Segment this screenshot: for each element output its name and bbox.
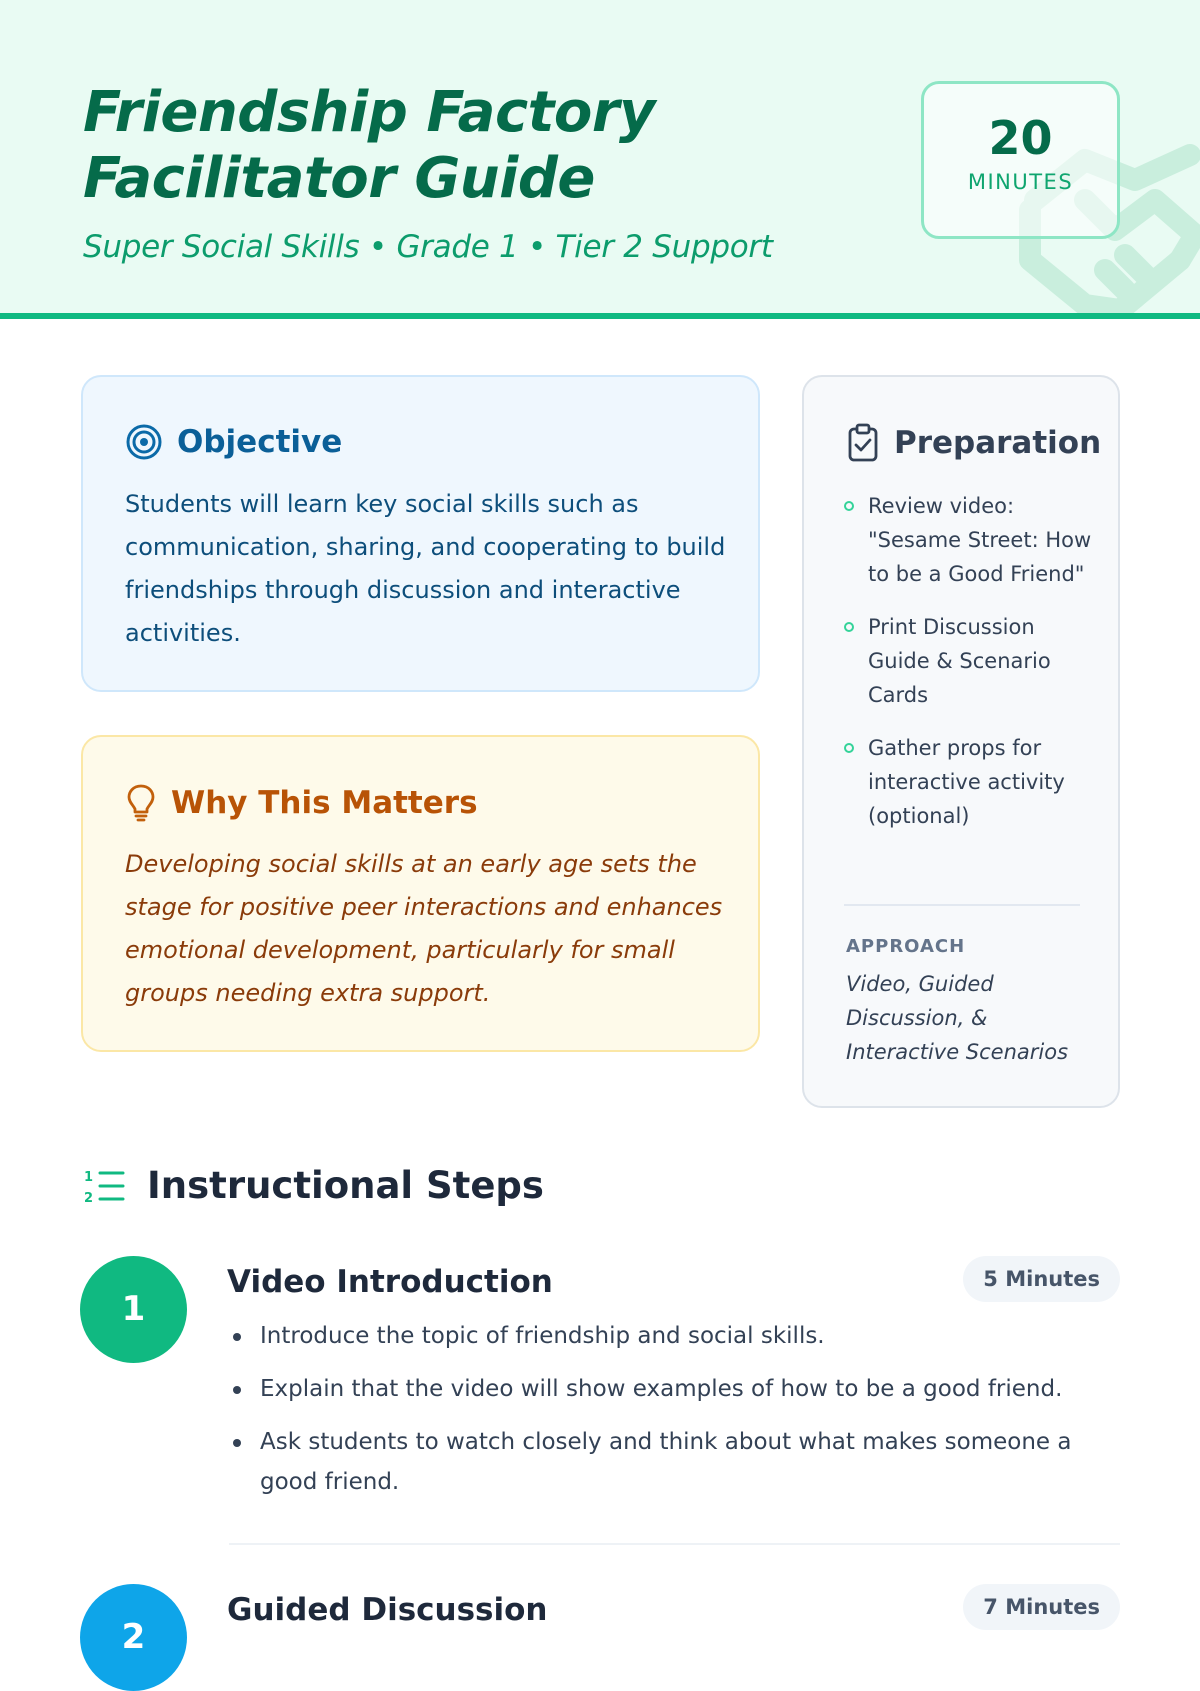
divider xyxy=(844,904,1080,906)
duration-badge xyxy=(921,81,1120,239)
bullet-icon xyxy=(844,622,854,632)
duration-unit: MINUTES xyxy=(967,170,1074,194)
svg-text:2: 2 xyxy=(84,1190,94,1206)
preparation-item: Review video: "Sesame Street: How to be a Good Friend" xyxy=(844,489,1094,591)
list-item: Introduce the topic of friendship and social skills. xyxy=(227,1316,1107,1356)
step-duration-badge: 5 Minutes xyxy=(963,1256,1120,1302)
clipboard-check-icon xyxy=(846,423,880,463)
duration-value: 20 xyxy=(988,111,1053,165)
objective-title: Objective xyxy=(177,424,343,460)
page-subtitle: Super Social Skills • Grade 1 • Tier 2 Support xyxy=(83,229,773,265)
why-title: Why This Matters xyxy=(171,785,478,821)
divider xyxy=(229,1543,1120,1545)
numbered-list-icon xyxy=(83,1166,125,1206)
target-icon xyxy=(125,423,163,461)
preparation-card xyxy=(802,375,1120,1108)
lightbulb-icon xyxy=(125,783,157,823)
preparation-item: Print Discussion Guide & Scenario Cards xyxy=(844,610,1094,712)
bullet-icon xyxy=(844,743,854,753)
page-title: Friendship Factory Facilitator Guide xyxy=(83,80,655,211)
svg-text:1: 1 xyxy=(84,1169,94,1185)
preparation-header xyxy=(846,423,1101,463)
why-header xyxy=(125,783,478,823)
step-number: 1 xyxy=(80,1256,187,1363)
bullet-icon xyxy=(844,501,854,511)
page-header xyxy=(0,0,1200,319)
step-title: Video Introduction xyxy=(227,1264,553,1300)
why-card xyxy=(81,735,760,1052)
preparation-list xyxy=(844,489,1094,852)
objective-text: Students will learn key social skills such as communication, sharing, and cooperating to build friendships through discussion and interactive activities. xyxy=(125,490,726,647)
steps-header xyxy=(83,1164,544,1207)
objective-card xyxy=(81,375,760,692)
step-bullets xyxy=(227,1316,1107,1515)
why-text: Developing social skills at an early age sets the stage for positive peer interactions and enhances emotional development, particularly for small groups needing extra support. xyxy=(125,850,723,1007)
preparation-item: Gather props for interactive activity (optional) xyxy=(844,731,1094,833)
list-item: Ask students to watch closely and think about what makes someone a good friend. xyxy=(227,1422,1107,1502)
approach-text: Video, Guided Discussion, & Interactive Scenarios xyxy=(846,972,1069,1064)
step-number: 2 xyxy=(80,1584,187,1691)
approach-label: APPROACH xyxy=(846,936,966,957)
steps-title: Instructional Steps xyxy=(147,1164,544,1207)
step-duration-badge: 7 Minutes xyxy=(963,1584,1120,1630)
list-item: Explain that the video will show examples of how to be a good friend. xyxy=(227,1369,1107,1409)
objective-header xyxy=(125,423,342,461)
preparation-title: Preparation xyxy=(894,425,1102,461)
step-title: Guided Discussion xyxy=(227,1592,548,1628)
